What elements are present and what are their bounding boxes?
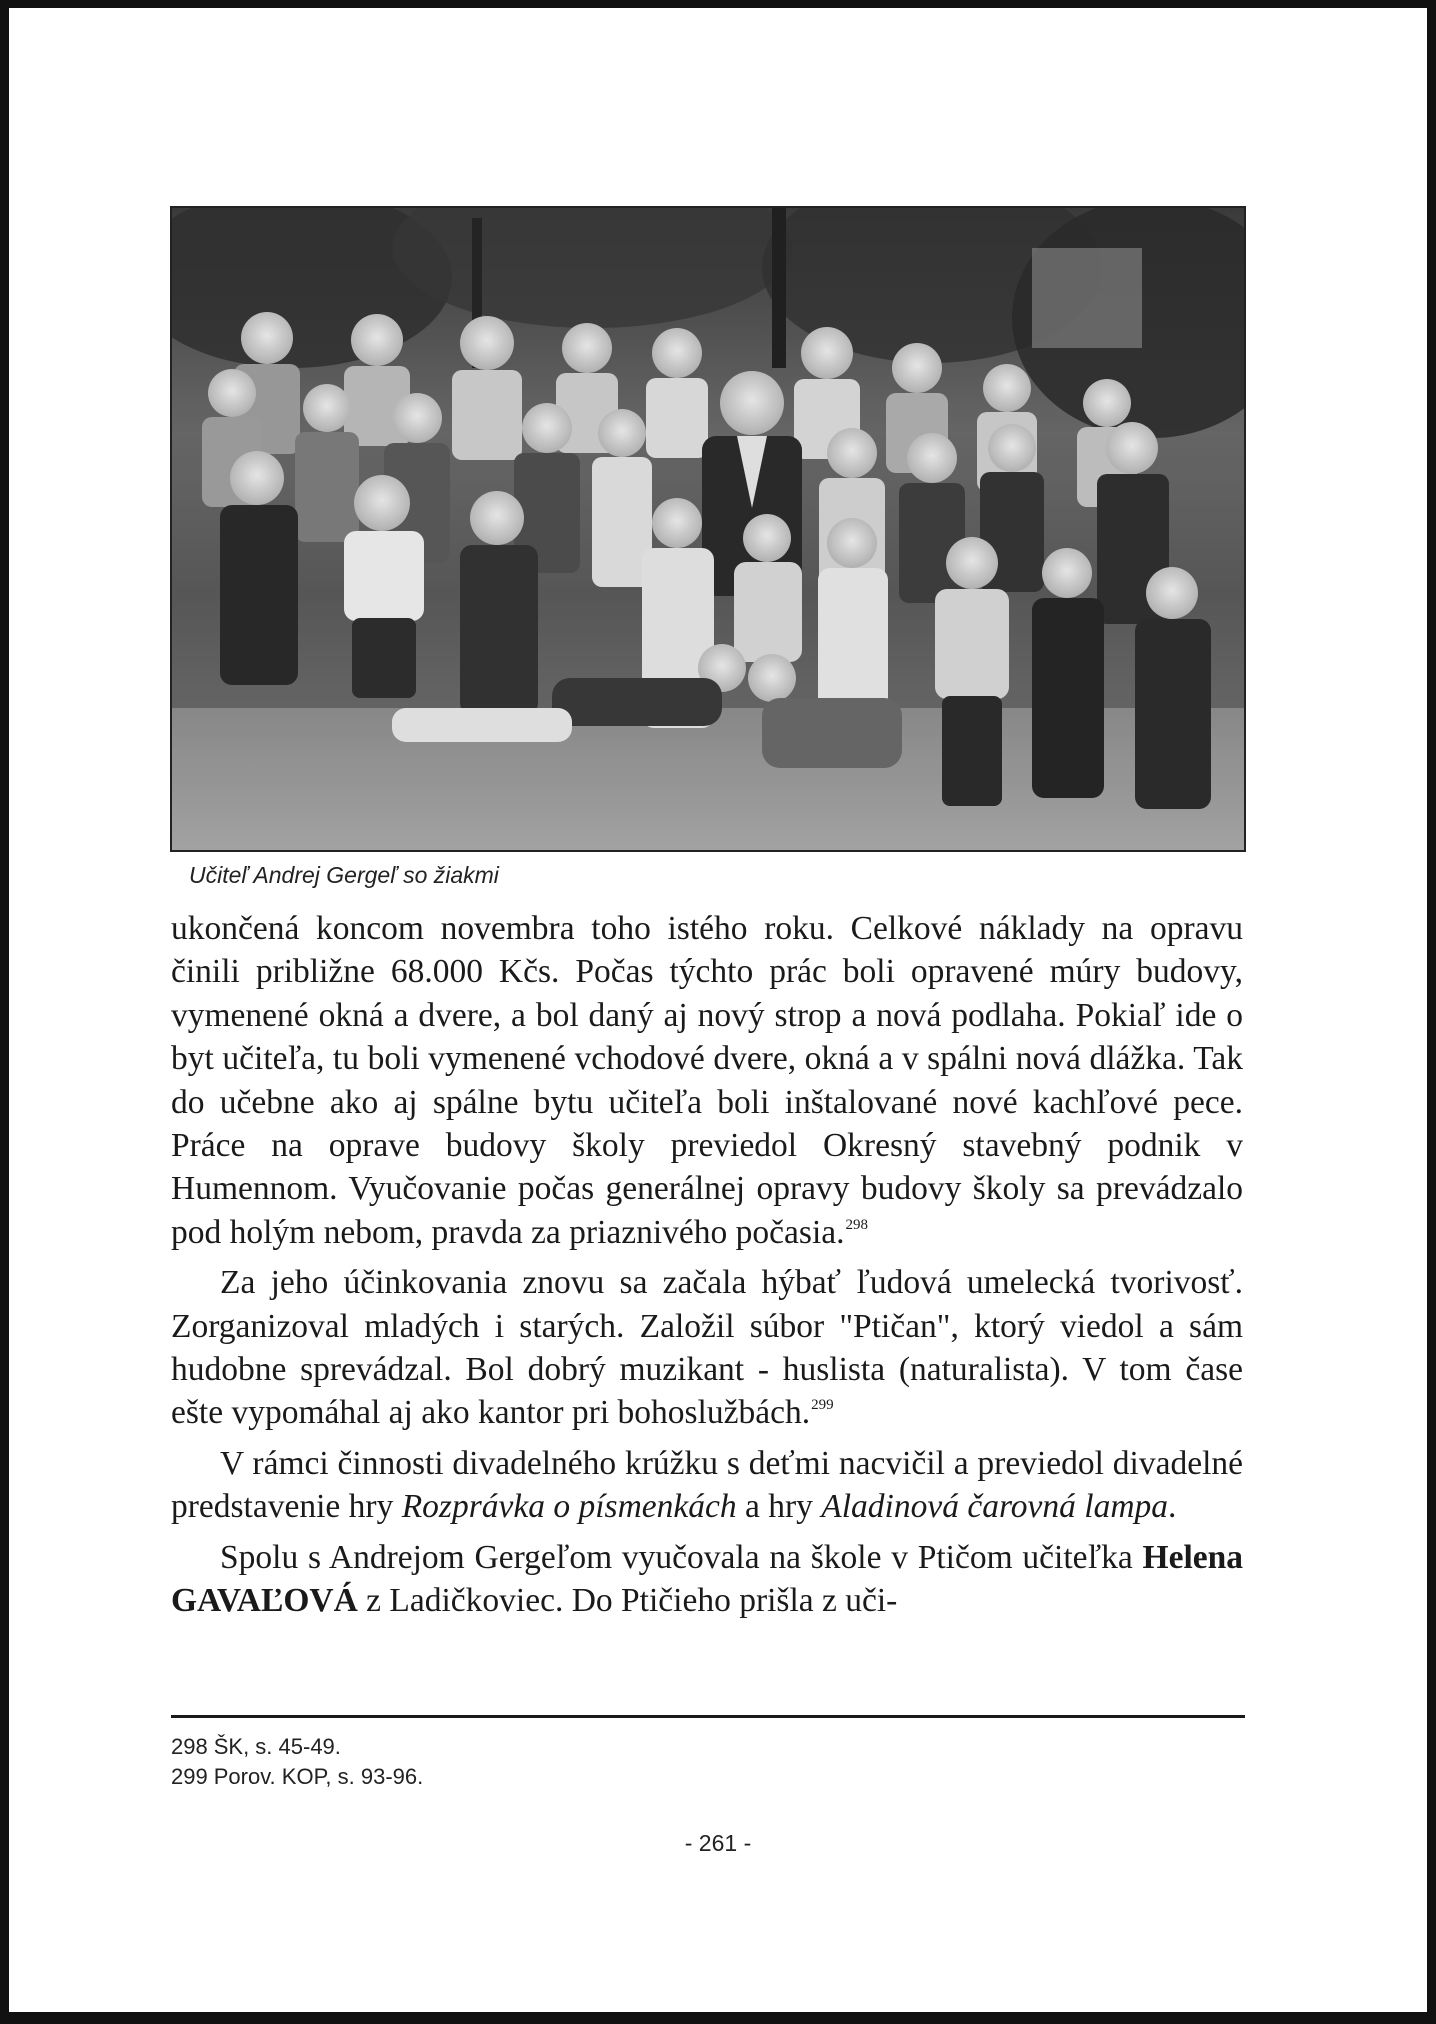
- footnote: [171, 1762, 423, 1792]
- italic-title: Aladinová čarovná lampa: [821, 1488, 1169, 1526]
- footnote-text: Porov. KOP, s. 93-96.: [213, 1764, 424, 1789]
- page-number: - 261 -: [684, 1830, 752, 1856]
- paragraph: [171, 1261, 1243, 1435]
- footnote: [171, 1732, 423, 1762]
- footnote-number: 298: [171, 1734, 208, 1759]
- text-run: V rámci činnosti divadelného krúžku s deťmi nacvičil a previedol divadelné predstavenie hry: [171, 1444, 1243, 1526]
- text-run: z Ladičkoviec. Do Ptičieho prišla z uči-: [357, 1582, 898, 1620]
- paragraph: [171, 1442, 1243, 1529]
- text-run: ukončená koncom novembra toho istého roku. Celkové náklady na opravu činili približne 68.000 Kčs. Počas týchto prác boli opravené múry budovy, vymenené okná a dvere, a bol daný aj nový strop a nová podlaha. Pokiaľ ide o byt učiteľa, tu boli vymenené vchodové dvere, okná a v spálni nová dlážka. Tak do učebne ako aj spálne bytu učiteľa boli inštalované nové kachľové pece. Práce na oprave budovy školy previedol Okresný stavebný podnik v Humennom. Vyučovanie počas generálnej opravy budovy školy sa prevádzalo pod holým nebom, pravda za priaznivého počasia.: [171, 910, 1243, 1251]
- footnote-number: 299: [171, 1764, 208, 1789]
- paragraph: [171, 907, 1243, 1254]
- text-run: Za jeho účinkovania znovu sa začala hýbať ľudová umelecká tvorivosť. Zorganizoval mladých i starých. Založil súbor "Ptičan", ktorý viedol a sám hudobne sprevádzal. Bol dobrý muzikant - huslista (naturalista). V tom čase ešte vypomáhal aj ako kantor pri bohoslužbách.: [171, 1264, 1243, 1432]
- footnote-rule: [171, 1715, 1245, 1718]
- footnote-reference: 298: [845, 1216, 869, 1233]
- italic-title: Rozprávka o písmenkách: [401, 1488, 737, 1526]
- text-run: Spolu s Andrejom Gergeľom vyučovala na škole v Ptičom učiteľka: [220, 1538, 1143, 1576]
- photo-caption: Učiteľ Andrej Gergeľ so žiakmi: [189, 862, 499, 888]
- footnote-text: ŠK, s. 45-49.: [213, 1734, 341, 1759]
- text-run: .: [1168, 1488, 1177, 1526]
- paragraph: [171, 1536, 1243, 1623]
- body-text: [171, 907, 1243, 1623]
- footnote-reference: 299: [811, 1397, 834, 1414]
- bold-name: Helena GAVAĽOVÁ: [171, 1538, 1243, 1620]
- footnotes: [171, 1732, 423, 1792]
- text-run: a hry: [736, 1488, 822, 1526]
- class-photo: [170, 206, 1246, 852]
